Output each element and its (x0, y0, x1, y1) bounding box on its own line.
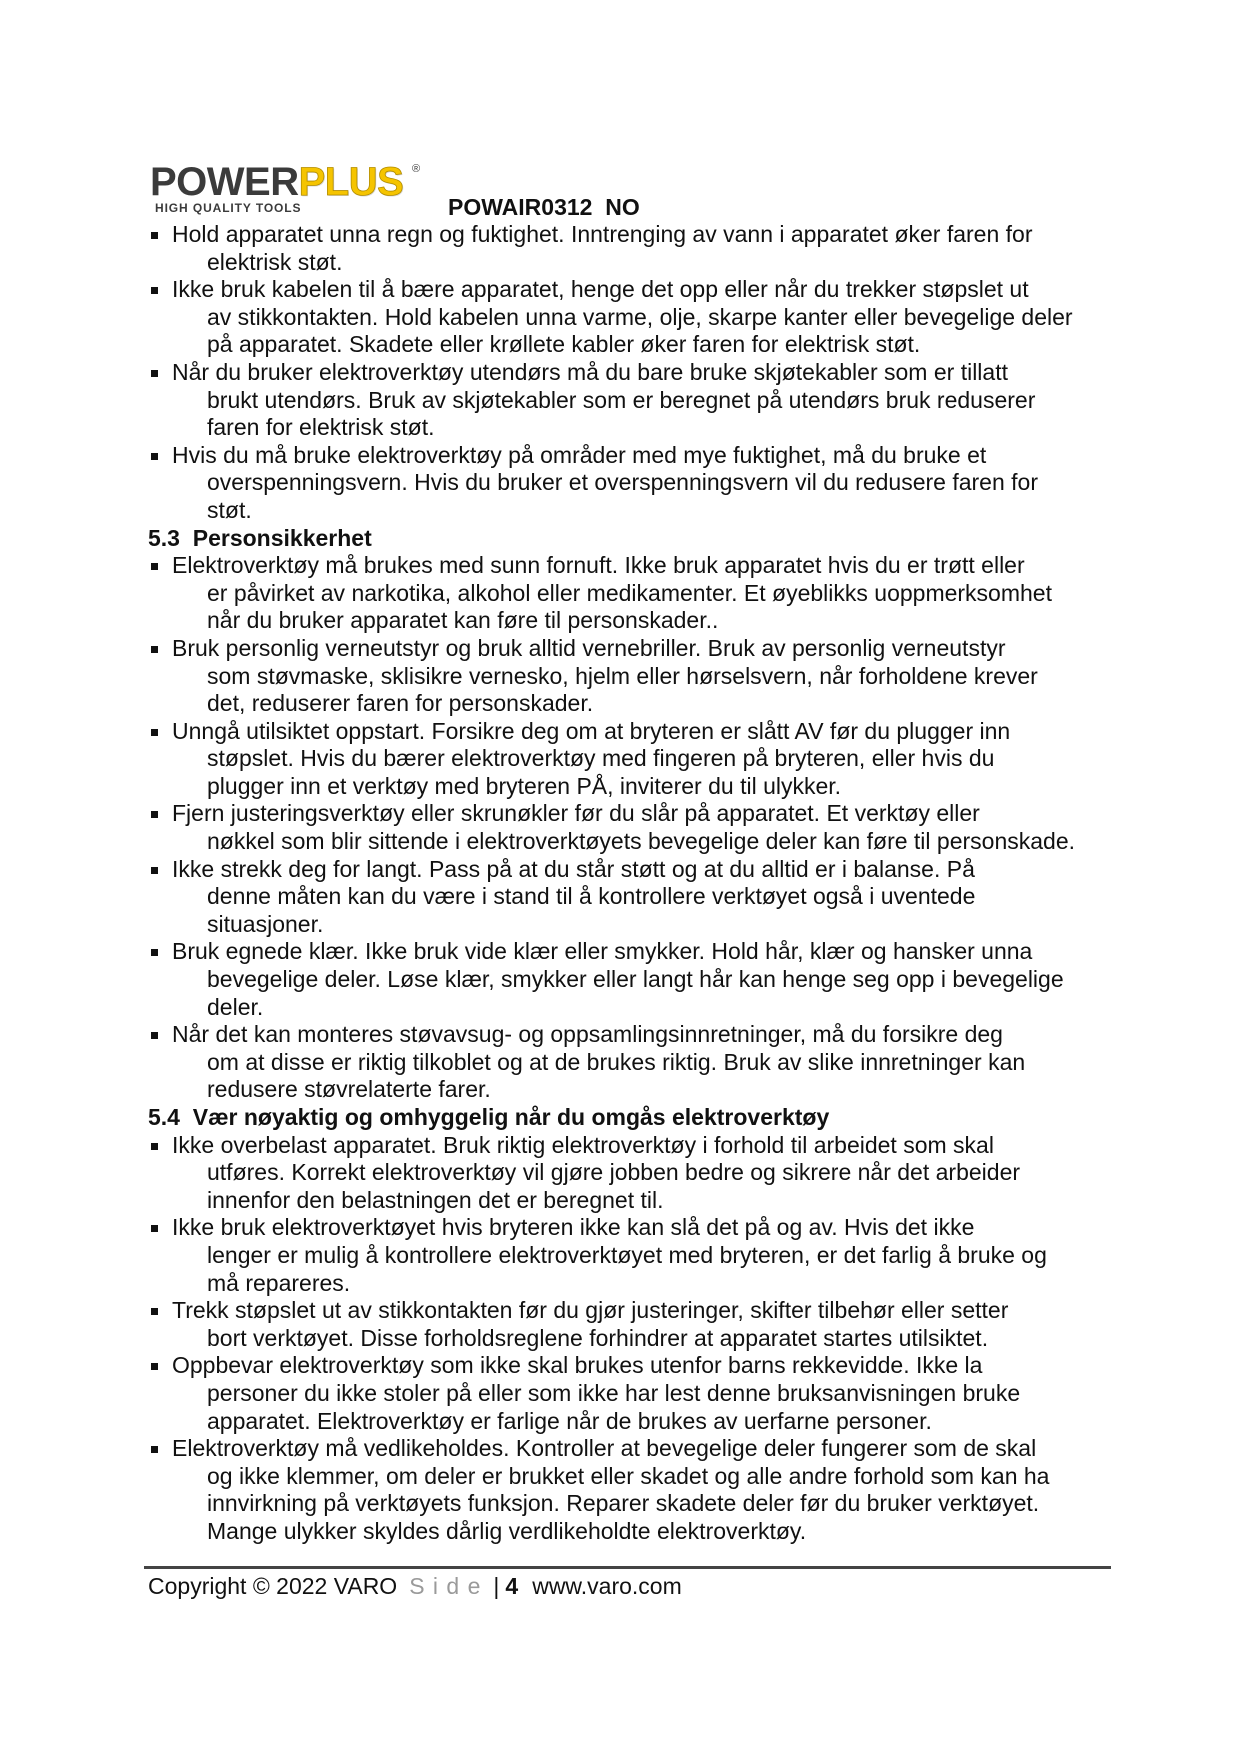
bullet-line: denne måten kan du være i stand til å kontrollere verktøyet også i uventede (207, 883, 976, 910)
registered-mark: ® (412, 163, 421, 175)
bullet-marker (151, 287, 158, 294)
bullet-line: elektrisk støt. (207, 248, 343, 275)
bullet-line: plugger inn et verktøy med bryteren PÅ, inviterer du til ulykker. (207, 772, 842, 799)
bullet-marker (151, 1032, 158, 1039)
bullet-line: apparatet. Elektroverktøy er farlige når de brukes av uerfarne personer. (207, 1407, 932, 1434)
bullet-line: Elektroverktøy må brukes med sunn fornuft. Ikke bruk apparatet hvis du er trøtt eller (172, 552, 1025, 579)
footer-page-number: 4 (505, 1573, 519, 1599)
bullet-line: støt. (207, 496, 252, 523)
bullet-line: deler. (207, 993, 264, 1020)
bullet-item (148, 1352, 1138, 1435)
bullet-item (148, 1021, 1138, 1104)
bullet-line: må repareres. (207, 1269, 351, 1296)
bullet-item (148, 800, 1138, 855)
bullet-item (148, 276, 1138, 359)
bullet-item (148, 635, 1138, 718)
bullet-line: situasjoner. (207, 910, 324, 937)
bullet-line: Hold apparatet unna regn og fuktighet. Inntrenging av vann i apparatet øker faren for (172, 221, 1033, 247)
bullet-marker (151, 646, 158, 653)
brand-logo (150, 162, 430, 222)
bullet-line: og ikke klemmer, om deler er brukket eller skadet og alle andre forhold som kan ha (207, 1462, 1050, 1489)
bullet-item (148, 221, 1138, 276)
bullet-line: faren for elektrisk støt. (207, 414, 435, 441)
bullet-line: Hvis du må bruke elektroverktøy på områder med mye fuktighet, må du bruke et (172, 441, 987, 468)
page-footer (148, 1573, 682, 1599)
model-code: POWAIR0312 NO (448, 194, 640, 220)
bullet-line: som støvmaske, sklisikre vernesko, hjelm eller hørselsvern, når forholdene krever (207, 662, 1038, 689)
bullet-marker (151, 370, 158, 377)
footer-divider (144, 1566, 1111, 1569)
bullet-line: innvirkning på verktøyets funksjon. Reparer skadete deler før du bruker verktøyet. (207, 1490, 1040, 1517)
bullet-marker (151, 867, 158, 874)
bullet-marker (151, 1143, 158, 1150)
bullet-line: bevegelige deler. Løse klær, smykker eller langt hår kan henge seg opp i bevegelige (207, 966, 1064, 993)
bullet-marker (151, 453, 158, 460)
bullet-line: Bruk egnede klær. Ikke bruk vide klær eller smykker. Hold hår, klær og hansker unna (172, 938, 1033, 965)
bullet-line: når du bruker apparatet kan føre til personskader.. (207, 607, 719, 634)
bullet-line: av stikkontakten. Hold kabelen unna varme, olje, skarpe kanter eller bevegelige deler (207, 303, 1073, 330)
bullet-marker (151, 811, 158, 818)
footer-copyright: Copyright © 2022 VARO (148, 1573, 398, 1599)
section-heading: 5.4 Vær nøyaktig og omhyggelig når du omgås elektroverktøy (148, 1104, 830, 1130)
section-heading: 5.3 Personsikkerhet (148, 524, 372, 551)
bullet-marker (151, 1446, 158, 1453)
document-body (148, 221, 1138, 1546)
footer-separator: | (493, 1573, 500, 1599)
footer-side-label: S i d e (409, 1573, 482, 1599)
bullet-line: Når du bruker elektroverktøy utendørs må du bare bruke skjøtekabler som er tillatt (172, 358, 1008, 385)
bullet-line: Unngå utilsiktet oppstart. Forsikre deg om at bryteren er slått AV før du plugger inn (172, 717, 1011, 744)
footer-website: www.varo.com (532, 1573, 682, 1599)
bullet-item (148, 1132, 1138, 1215)
bullet-item (148, 1214, 1138, 1297)
bullet-line: innenfor den belastningen det er beregnet til. (207, 1186, 664, 1213)
bullet-line: Oppbevar elektroverktøy som ikke skal brukes utenfor barns rekkevidde. Ikke la (172, 1352, 983, 1379)
bullet-line: Bruk personlig verneutstyr og bruk alltid vernebriller. Bruk av personlig verneutstyr (172, 634, 1006, 661)
bullet-line: Ikke overbelast apparatet. Bruk riktig elektroverktøy i forhold til arbeidet som skal (172, 1131, 994, 1158)
bullet-marker (151, 1308, 158, 1315)
bullet-marker (151, 563, 158, 570)
bullet-marker (151, 1225, 158, 1232)
bullet-line: om at disse er riktig tilkoblet og at de brukes riktig. Bruk av slike innretninger kan (207, 1048, 1026, 1075)
bullet-item (148, 856, 1138, 939)
bullet-line: Fjern justeringsverktøy eller skrunøkler før du slår på apparatet. Et verktøy eller (172, 800, 980, 827)
bullet-line: lenger er mulig å kontrollere elektroverktøyet med bryteren, er det farlig å bruke og (207, 1241, 1047, 1268)
bullet-line: Ikke strekk deg for langt. Pass på at du står støtt og at du alltid er i balanse. På (172, 855, 975, 882)
bullet-item (148, 1435, 1138, 1545)
logo-word-plus: PLUS (298, 160, 404, 204)
bullet-item (148, 552, 1138, 635)
bullet-line: redusere støvrelaterte farer. (207, 1076, 491, 1103)
bullet-marker (151, 232, 158, 239)
bullet-item (148, 359, 1138, 442)
bullet-item (148, 938, 1138, 1021)
bullet-line: støpslet. Hvis du bærer elektroverktøy med fingeren på bryteren, eller hvis du (207, 745, 995, 772)
bullet-line: Mange ulykker skyldes dårlig verdlikeholdte elektroverktøy. (207, 1517, 807, 1544)
bullet-line: Når det kan monteres støvavsug- og oppsamlingsinnretninger, må du forsikre deg (172, 1021, 1003, 1048)
bullet-item (148, 442, 1138, 525)
bullet-line: Ikke bruk elektroverktøyet hvis bryteren ikke kan slå det på og av. Hvis det ikke (172, 1214, 975, 1241)
bullet-line: er påvirket av narkotika, alkohol eller medikamenter. Et øyeblikks uoppmerksomhet (207, 579, 1052, 606)
bullet-line: Elektroverktøy må vedlikeholdes. Kontroller at bevegelige deler fungerer som de skal (172, 1435, 1037, 1462)
bullet-line: overspenningsvern. Hvis du bruker et overspenningsvern vil du redusere faren for (207, 469, 1038, 496)
bullet-marker (151, 1363, 158, 1370)
bullet-line: utføres. Korrekt elektroverktøy vil gjøre jobben bedre og sikrere når det arbeider (207, 1159, 1021, 1186)
bullet-marker (151, 949, 158, 956)
bullet-item (148, 718, 1138, 801)
logo-wordmark (150, 162, 403, 202)
bullet-line: nøkkel som blir sittende i elektroverktøyets bevegelige deler kan føre til personskade. (207, 828, 1076, 855)
bullet-line: brukt utendørs. Bruk av skjøtekabler som er beregnet på utendørs bruk reduserer (207, 386, 1036, 413)
bullet-line: Ikke bruk kabelen til å bære apparatet, henge det opp eller når du trekker støpslet ut (172, 276, 1029, 303)
bullet-line: på apparatet. Skadete eller krøllete kabler øker faren for elektrisk støt. (207, 331, 921, 358)
bullet-line: Trekk støpslet ut av stikkontakten før du gjør justeringer, skifter tilbehør eller setter (172, 1297, 1009, 1324)
bullet-item (148, 1297, 1138, 1352)
bullet-line: det, reduserer faren for personskader. (207, 690, 594, 717)
logo-word-power: POWER (150, 160, 299, 204)
bullet-line: personer du ikke stoler på eller som ikke har lest denne bruksanvisningen bruke (207, 1379, 1021, 1406)
logo-tagline: HIGH QUALITY TOOLS (155, 201, 302, 215)
bullet-line: bort verktøyet. Disse forholdsreglene forhindrer at apparatet startes utilsiktet. (207, 1324, 989, 1351)
bullet-marker (151, 729, 158, 736)
